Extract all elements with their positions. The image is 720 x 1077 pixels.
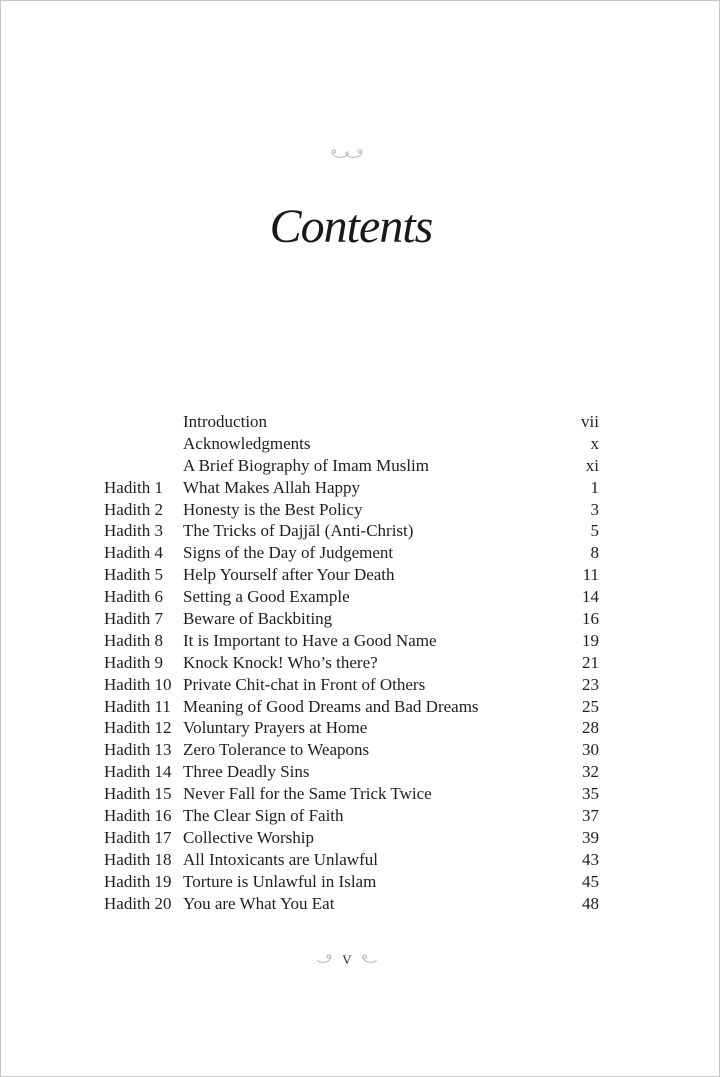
toc-entry-label: Hadith 8: [104, 630, 164, 650]
toc-entry-page-number: 37: [582, 806, 599, 826]
toc-entry-page-number: x: [590, 433, 599, 453]
toc-row: [104, 739, 599, 761]
toc-entry-label: Hadith 7: [104, 609, 164, 629]
folio-page-number: v: [342, 948, 352, 968]
toc-entry-page-number: 21: [582, 652, 599, 672]
toc-row: [104, 674, 599, 696]
toc-entry-title: What Makes Allah Happy: [183, 477, 361, 497]
toc-entry-title: Beware of Backbiting: [183, 609, 333, 629]
left-curl-ornament-icon: [316, 953, 333, 964]
toc-entry-page-number: 43: [582, 849, 599, 869]
toc-row: [104, 805, 599, 827]
toc-entry-page-number: 23: [582, 674, 599, 694]
toc-entry-title: Introduction: [183, 412, 268, 431]
toc-entry-page-number: 30: [582, 740, 599, 760]
flourish-ornament-icon: [329, 147, 366, 160]
toc-entry-label: Hadith 14: [104, 762, 172, 782]
toc-row: [104, 849, 599, 871]
toc-row: [104, 630, 599, 652]
toc-row: [104, 871, 599, 893]
page-footer: [316, 949, 377, 967]
toc-entry-label: Hadith 6: [104, 587, 164, 607]
toc-entry-page-number: 32: [582, 762, 599, 782]
toc-entry-label: Hadith 16: [104, 806, 172, 826]
toc-entry-label: Hadith 12: [104, 718, 172, 738]
toc-entry-label: Hadith 3: [104, 521, 164, 541]
toc-entry-title: The Clear Sign of Faith: [183, 806, 344, 826]
toc-row: [104, 608, 599, 630]
toc-entry-page-number: 16: [582, 609, 599, 629]
toc-entry-label: Hadith 13: [104, 740, 172, 760]
toc-entry-page-number: 19: [582, 630, 599, 650]
toc-entry-label: Hadith 9: [104, 652, 164, 672]
toc-entry-page-number: 48: [582, 893, 599, 913]
toc-entry-page-number: vii: [581, 412, 599, 431]
page-title: Contents: [269, 200, 433, 253]
toc-entry-title: Zero Tolerance to Weapons: [183, 740, 370, 760]
toc-entry-title: Meaning of Good Dreams and Bad Dreams: [183, 696, 479, 716]
toc-row: [104, 411, 599, 433]
toc-entry-title: All Intoxicants are Unlawful: [183, 849, 378, 869]
toc-entry-label: Hadith 18: [104, 849, 172, 869]
toc-entry-page-number: 28: [582, 718, 599, 738]
toc-row: [104, 564, 599, 586]
toc-entry-page-number: 5: [590, 521, 599, 541]
toc-entry-label: Hadith 4: [104, 543, 164, 563]
toc-entry-label: Hadith 17: [104, 827, 172, 847]
toc-entry-label: Hadith 15: [104, 784, 172, 804]
toc-entry-title: Collective Worship: [183, 827, 314, 847]
toc-entry-label: Hadith 2: [104, 499, 164, 519]
toc-entry-page-number: 14: [582, 587, 599, 607]
toc-entry-title: A Brief Biography of Imam Muslim: [183, 455, 430, 475]
toc-row: [104, 717, 599, 739]
toc-entry-title: Knock Knock! Who’s there?: [183, 652, 378, 672]
toc-entry-title: Honesty is the Best Policy: [183, 499, 363, 519]
toc-entry-title: You are What You Eat: [183, 893, 335, 913]
toc-entry-title: Signs of the Day of Judgement: [183, 543, 394, 563]
table-of-contents: [104, 411, 599, 914]
toc-entry-label: Hadith 10: [104, 674, 172, 694]
toc-row: [104, 477, 599, 499]
toc-entry-label: Hadith 19: [104, 871, 172, 891]
toc-row: [104, 542, 599, 564]
toc-entry-label: Hadith 5: [104, 565, 164, 585]
toc-row: [104, 696, 599, 718]
toc-entry-label: Hadith 20: [104, 893, 172, 913]
toc-entry-page-number: 1: [590, 477, 599, 497]
toc-row: [104, 652, 599, 674]
toc-entry-title: The Tricks of Dajjāl (Anti-Christ): [183, 521, 414, 541]
toc-row: [104, 893, 599, 915]
toc-row: [104, 499, 599, 521]
toc-row: [104, 455, 599, 477]
toc-entry-title: It is Important to Have a Good Name: [183, 630, 437, 650]
toc-entry-page-number: 35: [582, 784, 599, 804]
toc-entry-label: Hadith 11: [104, 696, 171, 716]
toc-entry-page-number: 25: [582, 696, 599, 716]
toc-entry-page-number: 3: [590, 499, 599, 519]
toc-entry-title: Never Fall for the Same Trick Twice: [183, 784, 432, 804]
toc-row: [104, 827, 599, 849]
toc-row: [104, 520, 599, 542]
toc-entry-page-number: 39: [582, 827, 599, 847]
toc-entry-page-number: xi: [585, 455, 599, 475]
toc-row: [104, 761, 599, 783]
right-curl-ornament-icon: [361, 953, 378, 964]
toc-entry-title: Private Chit-chat in Front of Others: [183, 674, 426, 694]
toc-entry-page-number: 8: [590, 543, 599, 563]
toc-row: [104, 783, 599, 805]
toc-entry-title: Three Deadly Sins: [183, 762, 310, 782]
toc-row: [104, 586, 599, 608]
toc-entry-label: Hadith 1: [104, 477, 164, 497]
toc-entry-title: Setting a Good Example: [183, 587, 350, 607]
toc-entry-title: Voluntary Prayers at Home: [183, 718, 368, 738]
toc-entry-title: Help Yourself after Your Death: [183, 565, 395, 585]
toc-entry-page-number: 45: [582, 871, 599, 891]
toc-entry-title: Torture is Unlawful in Islam: [183, 871, 377, 891]
toc-entry-page-number: 11: [582, 565, 599, 585]
toc-row: [104, 433, 599, 455]
toc-entry-title: Acknowledgments: [183, 433, 311, 453]
